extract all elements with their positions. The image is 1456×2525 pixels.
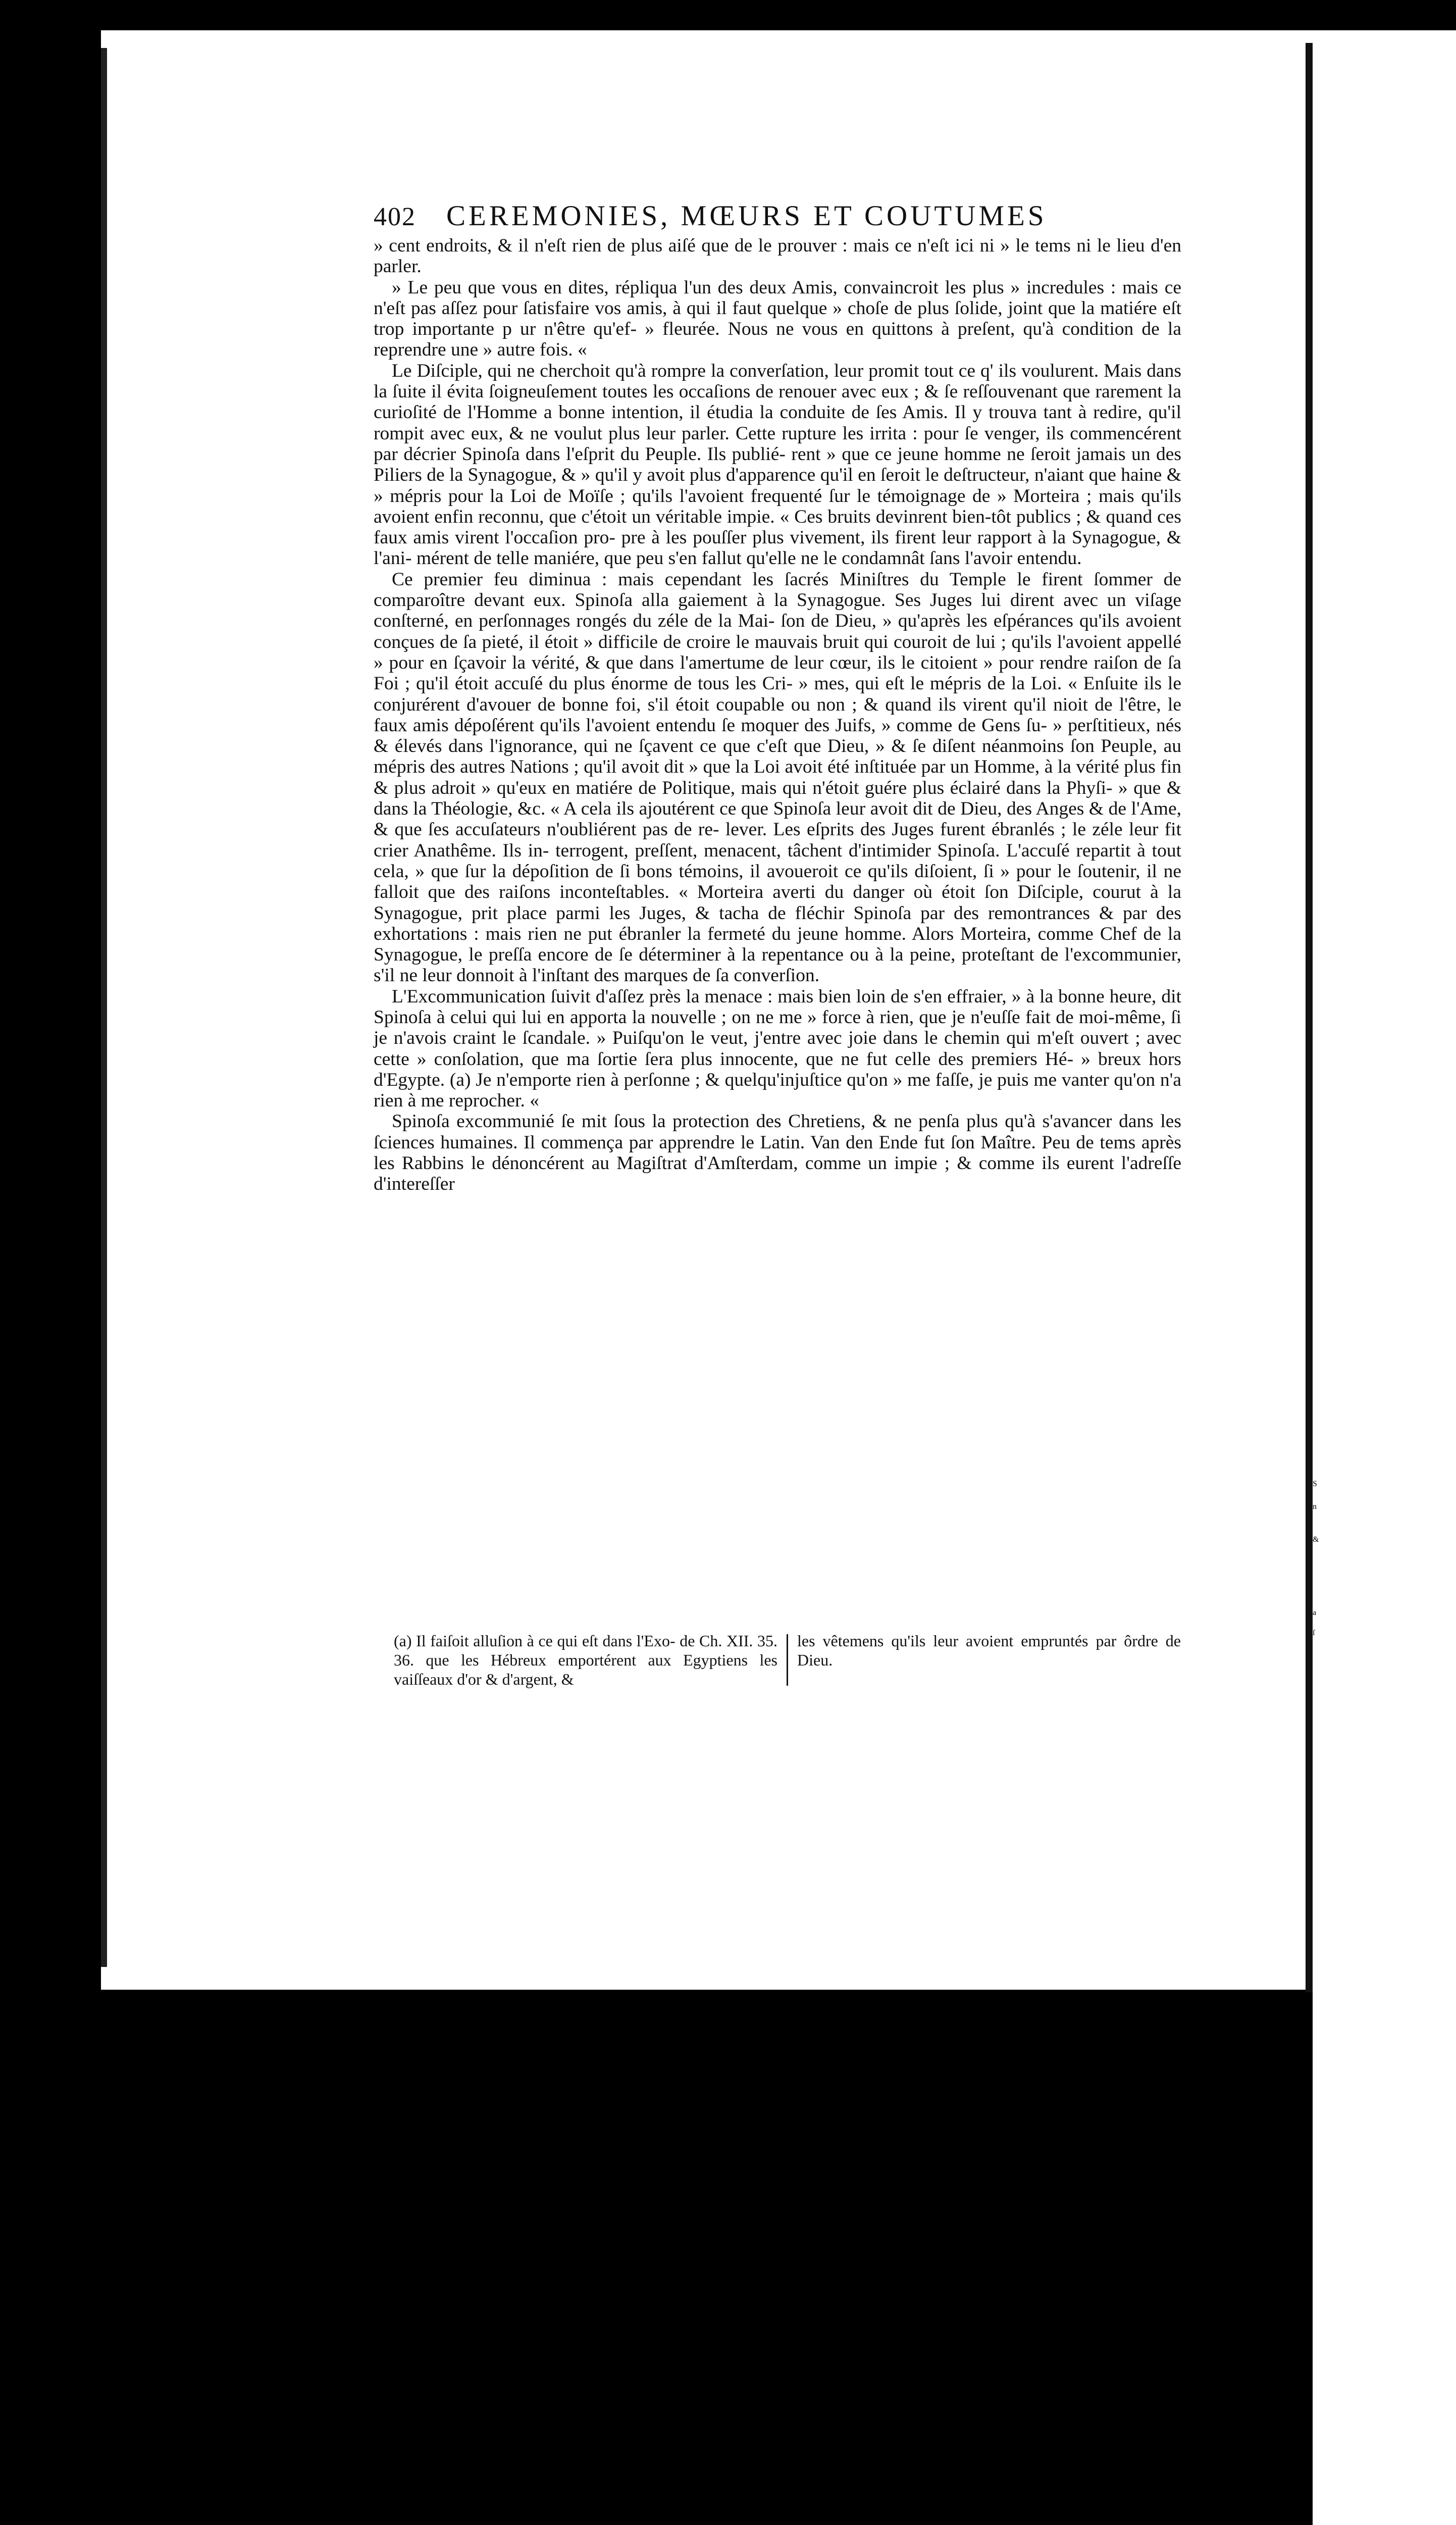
footnotes — [394, 1631, 1181, 1689]
footnote-right: les vêtemens qu'ils leur avoient empruntés par ôrdre de Dieu. — [797, 1632, 1181, 1669]
neighbor-fragment: & — [1313, 1535, 1456, 2525]
page-edge — [1306, 43, 1313, 1992]
paragraph: Le Diſciple, qui ne cherchoit qu'à rompre la converſation, leur promit tout ce q' ils voulurent. Mais dans la ſuite il évita ſoigneuſement toutes les occaſions de renouer avec eux ; & ſe reſſouvenant que rarement la curioſité de l'Homme a bonne intention, il étudia la conduite de ſes Amis. Il y trouva tant à redire, qu'il rompit avec eux, & ne voulut plus leur parler. Cette rupture les irrita : pour ſe venger, ils commencérent par décrier Spinoſa dans l'eſprit du Peuple. Ils publié- rent » que ce jeune homme ne ſeroit jamais un des Piliers de la Synagogue, & » qu'il y avoit plus d'apparence qu'il en ſeroit le deſtructeur, n'aiant que haine & » mépris pour la Loi de Moïſe ; qu'ils l'avoient frequenté ſur le témoignage de » Morteira ; mais qu'ils avoient enfin reconnu, que c'étoit un véritable impie. « Ces bruits devinrent bien-tôt publics ; & quand ces faux amis virent l'occaſion pro- pre à les pouſſer plus vivement, ils firent leur rapport à la Synagogue, & l'ani- mérent de telle maniére, que peu s'en fallut qu'elle ne le condamnât ſans l'avoir entendu. — [374, 360, 1181, 569]
paragraph: » cent endroits, & il n'eſt rien de plus aiſé que de le prouver : mais ce n'eſt ici ni » le tems ni le lieu d'en parler. — [374, 235, 1181, 277]
running-title: CEREMONIES, MŒURS ET COUTUMES — [446, 200, 1047, 232]
neighbor-fragment: a — [1313, 1608, 1456, 2525]
footnote-divider — [787, 1634, 788, 1686]
body-text — [374, 235, 1181, 1195]
paragraph: » Le peu que vous en dites, répliqua l'un des deux Amis, convaincroit les plus » incredules : mais ce n'eſt pas aſſez pour ſatisfaire vos amis, à qui il faut quelque » choſe de plus ſolide, joint que la matiére eſt trop importante p ur n'être qu'ef- » fleurée. Nous ne vous en quittons à preſent, qu'à condition de la reprendre une » autre fois. « — [374, 277, 1181, 361]
neighbor-fragment: ſ — [1313, 1629, 1456, 2525]
paragraph: Spinoſa excommunié ſe mit ſous la protection des Chretiens, & ne penſa plus qu'à s'avancer dans les ſciences humaines. Il commença par apprendre le Latin. Van den Ende fut ſon Maître. Peu de tems après les Rabbins le dénoncérent au Magiſtrat d'Amſterdam, comme un impie ; & comme ils eurent l'adreſſe d'intereſſer — [374, 1111, 1181, 1195]
running-head — [374, 199, 1181, 232]
footnote-left: (a) Il faiſoit alluſion à ce qui eſt dans l'Exo- de Ch. XII. 35. 36. que les Hébreux emportérent aux Egyptiens les vaiſſeaux d'or & d'argent, & — [394, 1632, 777, 1688]
neighbor-fragment: n — [1313, 1502, 1456, 2525]
page-number: 402 — [374, 203, 416, 231]
paragraph: Ce premier feu diminua : mais cependant les ſacrés Miniſtres du Temple le firent ſommer de comparoître devant eux. Spinoſa alla gaiement à la Synagogue. Ses Juges lui dirent avec un viſage conſterné, en perſonnages rongés du zéle de la Mai- ſon de Dieu, » qu'après les eſpérances qu'ils avoient conçues de ſa pieté, il étoit » difficile de croire le mauvais bruit qui couroit de lui ; qu'ils l'avoient appellé » pour en ſçavoir la vérité, & que dans l'amertume de leur cœur, ils le citoient » pour rendre raiſon de ſa Foi ; qu'il étoit accuſé du plus énorme de tous les Cri- » mes, qui eſt le mépris de la Loi. « Enſuite ils le conjurérent d'avouer de bonne foi, s'il étoit coupable ou non ; & quand ils virent qu'il nioit de l'être, le faux amis dépoſérent qu'ils l'avoient entendu ſe moquer des Juifs, » comme de Gens ſu- » perſtitieux, nés & élevés dans l'ignorance, qui ne ſçavent ce que c'eſt que Dieu, » & ſe diſent néanmoins ſon Peuple, au mépris des autres Nations ; qu'il avoit dit » que la Loi avoit été inſtituée par un Homme, à la vérité plus fin & plus adroit » qu'eux en matiére de Politique, mais qui n'étoit guére plus éclairé dans la Phyſi- » que & dans la Théologie, &c. « A cela ils ajoutérent ce que Spinoſa leur avoit dit de Dieu, des Anges & de l'Ame, & que ſes accuſateurs n'oubliérent pas de re- lever. Les eſprits des Juges furent ébranlés ; le zéle leur fit crier Anathême. Ils in- terrogent, preſſent, menacent, tâchent d'intimider Spinoſa. L'accuſé repartit à tout cela, » que ſur la dépoſition de ſi bons témoins, il avoueroit ce qu'ils diſoient, ſi » pour le ſoutenir, il ne falloit que des raiſons inconteſtables. « Morteira averti du danger où étoit ſon Diſciple, courut à la Synagogue, prit place parmi les Juges, & tacha de fléchir Spinoſa par des remontrances & par des exhortations : mais rien ne put ébranler la fermeté du jeune homme. Alors Morteira, comme Chef de la Synagogue, le preſſa encore de ſe déterminer à la repentance ou à la peine, proteſtant de l'excommunier, s'il ne leur donnoit à l'inſtant des marques de ſa converſion. — [374, 569, 1181, 986]
page-text — [374, 199, 1181, 1195]
neighbor-fragment: S — [1313, 1480, 1456, 2525]
paragraph: L'Excommunication ſuivit d'aſſez près la menace : mais bien loin de s'en effraier, » à la bonne heure, dit Spinoſa à celui qui lui en apporta la nouvelle ; on ne me » force à rien, que je n'euſſe fait de moi-même, ſi je n'avois craint le ſcandale. » Puiſqu'on le veut, j'entre avec joie dans le chemin qui m'eſt ouvert ; avec cette » conſolation, que ma ſortie ſera plus innocente, que ne fut celle des premiers Hé- » breux hors d'Egypte. (a) Je n'emporte rien à perſonne ; & quelqu'injuſtice qu'on » me faſſe, je puis me vanter qu'on n'a rien à me reprocher. « — [374, 986, 1181, 1112]
binding-shadow — [101, 48, 107, 1967]
